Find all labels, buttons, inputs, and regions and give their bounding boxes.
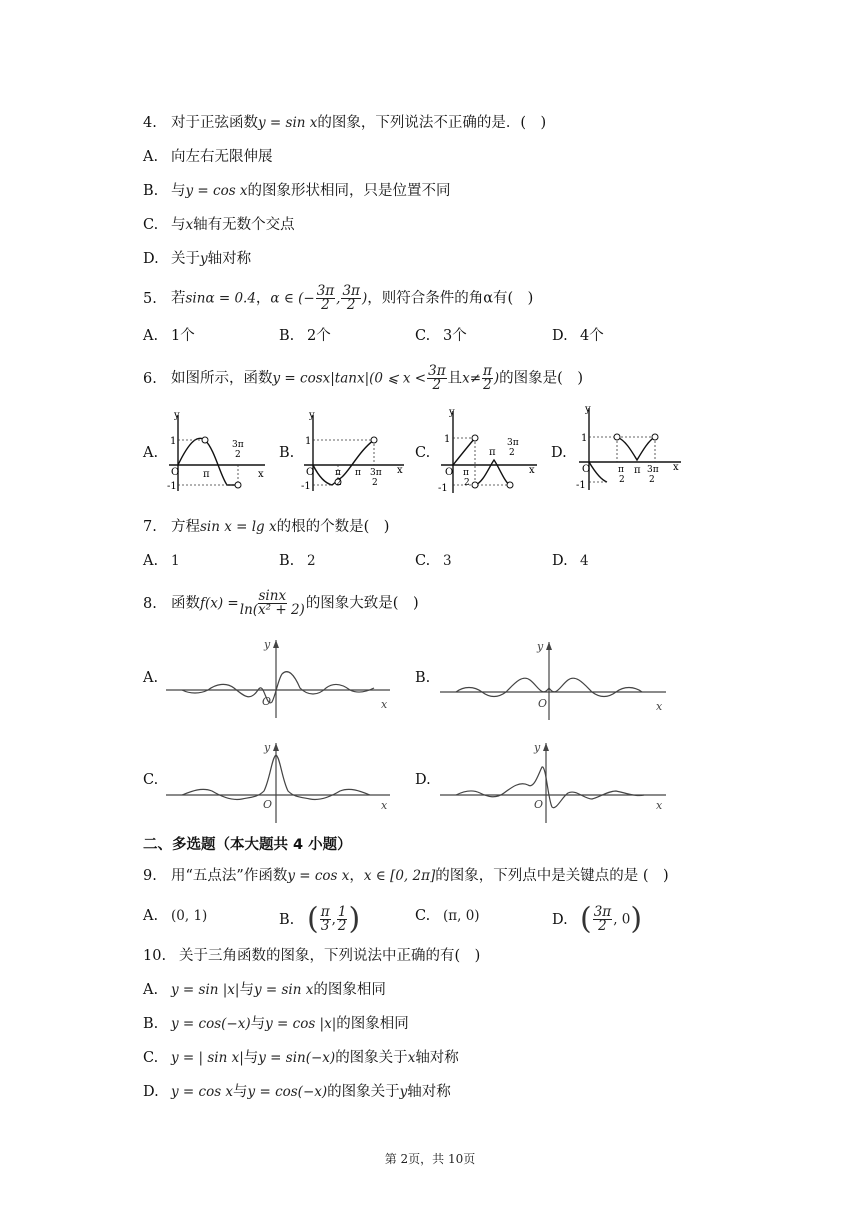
option-text: 轴有无数个交点 bbox=[193, 217, 295, 233]
tick-label: 2 bbox=[619, 475, 625, 485]
option-text: 2 bbox=[307, 553, 316, 569]
q9-stem-text-2: 的图象，下列点中是关键点的是 ( ) bbox=[435, 868, 669, 884]
origin-label: O bbox=[582, 464, 591, 475]
q7-option-c bbox=[415, 551, 452, 571]
q5-stem-sep: ， bbox=[255, 290, 271, 307]
option-text: 轴对称 bbox=[207, 251, 252, 267]
fraction-numerator: π bbox=[320, 904, 330, 920]
q6-label-a: A. bbox=[143, 445, 159, 461]
q5-option-a bbox=[143, 326, 195, 346]
fraction-denominator: 2 bbox=[321, 297, 330, 313]
fraction bbox=[337, 906, 348, 933]
tick-label: 2 bbox=[372, 478, 378, 488]
fraction-denominator: 2 bbox=[346, 297, 356, 313]
option-label: C. bbox=[415, 328, 431, 344]
q10-option-d bbox=[143, 1082, 451, 1102]
option-label: D. bbox=[143, 251, 159, 267]
option-math: y bbox=[399, 1084, 408, 1100]
origin-label: O bbox=[263, 798, 273, 811]
option-label: A. bbox=[143, 553, 159, 569]
tick-label: π bbox=[335, 468, 341, 478]
q6-stem-text-2: 的图象是( ) bbox=[499, 370, 583, 387]
q10-option-a bbox=[143, 980, 386, 1000]
option-label: A. bbox=[143, 328, 159, 344]
q8-stem-text: 函数 bbox=[171, 595, 200, 612]
option-text: 向左右无限伸展 bbox=[171, 149, 273, 165]
fraction-denominator: 2 bbox=[432, 377, 442, 393]
tick-label: 2 bbox=[509, 448, 515, 458]
q5-number: 5. bbox=[143, 290, 157, 307]
axis-label-y: y bbox=[534, 741, 541, 754]
option-text: 与 bbox=[171, 217, 186, 233]
q7-option-d bbox=[552, 551, 589, 571]
option-text: 与 bbox=[250, 1016, 266, 1032]
q9-stem-text: 用“五点法”作函数 bbox=[171, 868, 288, 884]
q9-option-b: B. ( $\frac{\pi}{3}$ , $\frac{1}{2}$ ) bbox=[279, 901, 361, 937]
page-footer: 第 2页，共 10页 bbox=[384, 1152, 476, 1166]
fraction-numerator: 3π bbox=[593, 904, 612, 920]
fraction-denominator: 2 bbox=[483, 377, 492, 393]
q5-option-b bbox=[279, 326, 331, 346]
axis-label-x: x bbox=[529, 465, 535, 476]
option-text: 的图象相同 bbox=[313, 982, 386, 998]
tick-label: -1 bbox=[576, 480, 586, 491]
option-text: 的图象相同 bbox=[336, 1016, 409, 1032]
axis-label-y: y bbox=[585, 404, 591, 415]
fraction bbox=[593, 906, 612, 933]
tick-label: 1 bbox=[305, 436, 312, 447]
q7-stem-math: sin x = lg x bbox=[200, 519, 277, 535]
option-text: , 0 bbox=[613, 911, 631, 928]
tick-label: -1 bbox=[167, 481, 177, 492]
option-math: y bbox=[200, 251, 208, 267]
q5-stem-text-2: ，则符合条件的角α有( ) bbox=[367, 290, 534, 307]
axis-label-y: y bbox=[537, 640, 544, 653]
axis-label-x: x bbox=[381, 799, 388, 812]
origin-label: O bbox=[534, 798, 544, 811]
option-text: 2个 bbox=[307, 328, 331, 344]
fraction bbox=[341, 285, 360, 312]
option-text: 4 bbox=[580, 553, 589, 569]
option-text: 的图象关于 bbox=[335, 1050, 408, 1066]
fraction-denominator: 2 bbox=[337, 918, 347, 934]
q9-option-d bbox=[552, 901, 643, 937]
q10-stem-text: 关于三角函数的图象，下列说法中正确的有( ) bbox=[179, 948, 481, 964]
q9-stem-math: x ∈ [0, 2π] bbox=[363, 868, 436, 884]
axis-label-x: x bbox=[381, 698, 388, 711]
tick-label: 3π bbox=[507, 438, 519, 448]
q5-stem-text: 若 bbox=[171, 290, 186, 307]
option-text: 4个 bbox=[580, 328, 604, 344]
axis-label-y: y bbox=[449, 407, 455, 418]
tick-label: 1 bbox=[581, 433, 588, 444]
q10-option-b bbox=[143, 1014, 409, 1034]
q5-stem bbox=[143, 285, 533, 312]
option-text: 3个 bbox=[443, 328, 467, 344]
fraction-denominator: 3 bbox=[320, 918, 330, 934]
option-label: B. bbox=[279, 553, 295, 569]
q8-graph-a bbox=[162, 630, 392, 720]
option-text: 与 bbox=[239, 982, 254, 998]
option-text: 轴对称 bbox=[407, 1084, 451, 1100]
q6-number: 6. bbox=[143, 370, 157, 387]
tick-label: -1 bbox=[301, 481, 311, 492]
axis-label-y: y bbox=[264, 741, 271, 754]
fraction-numerator: 3π bbox=[316, 283, 335, 299]
option-math: y = cos |x| bbox=[265, 1016, 337, 1032]
q7-stem-text: 方程 bbox=[171, 519, 200, 535]
q9-option-a bbox=[143, 906, 207, 926]
option-label: B. bbox=[143, 1016, 159, 1032]
fraction-numerator: 3π bbox=[428, 363, 446, 379]
q9-stem-sep: ， bbox=[349, 868, 364, 884]
q6-stem-math: x≠ bbox=[462, 370, 482, 387]
option-math: y = cos x bbox=[171, 1084, 234, 1100]
axis-label-x: x bbox=[397, 465, 403, 476]
q5-option-c bbox=[415, 326, 467, 346]
option-math: y = | sin x| bbox=[171, 1050, 244, 1066]
option-text: 1 bbox=[171, 553, 180, 569]
origin-label: O bbox=[306, 467, 315, 478]
q6-label-d: D. bbox=[551, 445, 567, 461]
q7-stem-text-2: 的根的个数是( ) bbox=[276, 519, 390, 535]
tick-label: π bbox=[355, 468, 361, 478]
axis-label-x: x bbox=[673, 462, 679, 473]
q5-stem-math: sinα = 0.4 bbox=[185, 290, 256, 307]
option-text: 与 bbox=[243, 1050, 259, 1066]
option-label: D. bbox=[143, 1084, 159, 1100]
q9-stem-math: y = cos x bbox=[287, 868, 350, 884]
tick-label: π bbox=[463, 468, 469, 478]
fraction bbox=[316, 285, 335, 312]
fraction-numerator: 1 bbox=[337, 904, 347, 920]
option-math: y = sin(−x) bbox=[258, 1050, 336, 1066]
option-math: y = sin |x| bbox=[171, 982, 240, 998]
tick-label: -1 bbox=[438, 483, 448, 494]
tick-label: π bbox=[634, 465, 641, 476]
option-label: C. bbox=[143, 217, 159, 233]
option-math: y = cos(−x) bbox=[247, 1084, 328, 1100]
q4-option-a bbox=[143, 147, 273, 167]
q4-stem bbox=[143, 113, 546, 133]
q4-option-d bbox=[143, 249, 251, 269]
tick-label: π bbox=[618, 465, 624, 475]
q5-option-d bbox=[552, 326, 604, 346]
option-label: C. bbox=[415, 908, 431, 924]
q5-stem-math: α ∈ (− bbox=[270, 290, 315, 307]
paren-left: ( bbox=[307, 901, 319, 937]
q10-number: 10. bbox=[143, 948, 167, 964]
tick-label: 2 bbox=[235, 450, 241, 460]
section-heading: 二、多选题（本大题共 4 小题） bbox=[143, 837, 352, 853]
option-text: 与 bbox=[233, 1084, 248, 1100]
fraction-denominator: ln(x² + 2) bbox=[239, 602, 305, 618]
axis-label-y: y bbox=[309, 410, 315, 421]
fraction-numerator: sinx bbox=[258, 588, 287, 604]
fraction-numerator: 3π bbox=[342, 283, 360, 299]
option-label: C. bbox=[143, 1050, 159, 1066]
q4-number: 4. bbox=[143, 115, 157, 131]
q9-number: 9. bbox=[143, 868, 157, 884]
option-text: (π, 0) bbox=[443, 908, 480, 924]
option-text: 与 bbox=[171, 183, 186, 199]
q6-label-b: B. bbox=[279, 445, 295, 461]
q7-stem bbox=[143, 517, 389, 537]
q8-label-b: B. bbox=[415, 670, 431, 686]
option-text: 关于 bbox=[171, 251, 200, 267]
paren-right: ) bbox=[348, 901, 361, 937]
fraction-denominator: 2 bbox=[598, 918, 607, 934]
tick-label: 2 bbox=[336, 478, 342, 488]
q9-stem bbox=[143, 866, 669, 886]
origin-label: O bbox=[171, 467, 180, 478]
q7-number: 7. bbox=[143, 519, 157, 535]
option-math: x bbox=[407, 1050, 416, 1066]
tick-label: 2 bbox=[649, 475, 655, 485]
q6-graph-a bbox=[165, 405, 270, 495]
option-label: D. bbox=[552, 328, 568, 344]
tick-label: 1 bbox=[170, 436, 177, 447]
q6-graph-d bbox=[575, 402, 685, 494]
q10-option-c bbox=[143, 1048, 459, 1068]
tick-label: 3π bbox=[647, 465, 659, 475]
q8-number: 8. bbox=[143, 595, 157, 612]
option-label: A. bbox=[143, 982, 159, 998]
q6-stem-math: y = cosx|tanx|(0 ⩽ x < bbox=[272, 370, 427, 387]
q8-stem bbox=[143, 590, 419, 617]
q5-stem-math: ) bbox=[361, 290, 368, 307]
q6-stem-text: 如图所示，函数 bbox=[171, 370, 273, 387]
q8-graph-b bbox=[436, 632, 668, 722]
fraction-numerator: π bbox=[483, 363, 492, 379]
origin-label: O bbox=[445, 467, 454, 478]
axis-label-x: x bbox=[258, 469, 264, 480]
axis-label-x: x bbox=[656, 700, 663, 713]
q6-graph-c bbox=[437, 405, 542, 495]
axis-label-y: y bbox=[264, 638, 271, 651]
q7-option-a bbox=[143, 551, 180, 571]
q6-label-c: C. bbox=[415, 445, 431, 461]
q4-stem-math: y = sin x bbox=[258, 115, 318, 131]
option-label: B. bbox=[143, 183, 159, 199]
option-label: B. bbox=[279, 911, 295, 928]
q4-stem-text: 对于正弦函数 bbox=[171, 115, 258, 131]
q8-label-d: D. bbox=[415, 772, 431, 788]
option-text: 1个 bbox=[171, 328, 195, 344]
q7-option-b bbox=[279, 551, 316, 571]
option-text: 3 bbox=[443, 553, 452, 569]
q5-stem-math: , bbox=[336, 290, 341, 307]
fraction bbox=[482, 365, 493, 392]
tick-label: 1 bbox=[444, 434, 451, 445]
tick-label: 3π bbox=[370, 468, 382, 478]
q6-stem-math: ) bbox=[493, 370, 500, 387]
option-label: D. bbox=[552, 553, 568, 569]
q6-stem bbox=[143, 365, 583, 392]
option-text: 的图象形状相同，只是位置不同 bbox=[247, 183, 451, 199]
origin-label: O bbox=[262, 695, 272, 708]
tick-label: 3π bbox=[232, 440, 244, 450]
option-text: 轴对称 bbox=[415, 1050, 459, 1066]
option-label: C. bbox=[415, 553, 431, 569]
q9-option-c bbox=[415, 906, 480, 926]
tick-label: π bbox=[203, 469, 210, 480]
q4-option-b bbox=[143, 181, 451, 201]
option-text: 的图象关于 bbox=[327, 1084, 400, 1100]
q8-stem-text-2: 的图象大致是( ) bbox=[305, 595, 419, 612]
q8-graph-c bbox=[162, 735, 394, 825]
paren-right: ) bbox=[630, 901, 643, 937]
tick-label: π bbox=[489, 447, 496, 458]
q10-stem bbox=[143, 946, 480, 966]
axis-label-x: x bbox=[656, 799, 663, 812]
option-label: D. bbox=[552, 911, 568, 928]
q4-stem-text-2: 的图象，下列说法不正确的是．( ) bbox=[317, 115, 547, 131]
q8-label-c: C. bbox=[143, 772, 159, 788]
q4-option-c bbox=[143, 215, 295, 235]
axis-label-y: y bbox=[174, 410, 180, 421]
q8-label-a: A. bbox=[143, 670, 159, 686]
option-math: y = sin x bbox=[253, 982, 314, 998]
option-math: x bbox=[185, 217, 194, 233]
q6-graph-b bbox=[300, 405, 410, 495]
option-text: (0, 1) bbox=[171, 908, 208, 924]
fraction bbox=[240, 590, 305, 617]
q6-stem-text: 且 bbox=[447, 370, 463, 387]
q8-graph-d bbox=[436, 735, 668, 825]
fraction bbox=[320, 906, 331, 933]
option-math: y = cos x bbox=[185, 183, 248, 199]
option-math: y = cos(−x) bbox=[171, 1016, 251, 1032]
paren-left: ( bbox=[580, 901, 592, 937]
fraction bbox=[427, 365, 446, 392]
q8-stem-math: f(x) = bbox=[200, 595, 239, 612]
option-label: A. bbox=[143, 908, 159, 924]
origin-label: O bbox=[538, 697, 548, 710]
option-label: A. bbox=[143, 149, 159, 165]
tick-label: 2 bbox=[464, 478, 470, 488]
option-label: B. bbox=[279, 328, 295, 344]
